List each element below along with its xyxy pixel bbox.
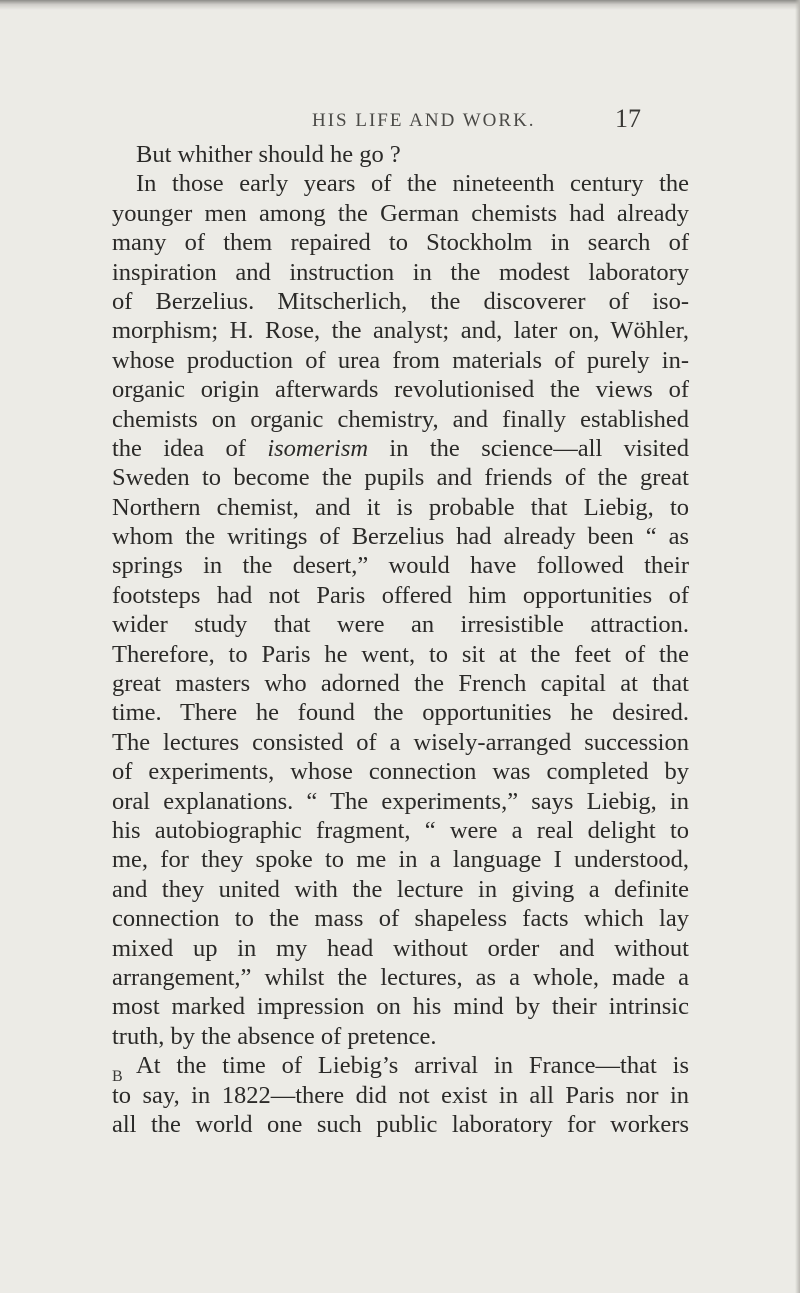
italic-term: isomerism	[267, 434, 369, 462]
running-head: HIS LIFE AND WORK.	[312, 110, 536, 131]
text-line: many of them repaired to Stockholm in search of	[112, 229, 689, 257]
page-right-edge	[795, 0, 800, 1293]
text-line: whom the writings of Berzelius had already been “ as	[112, 523, 689, 551]
text-line: Sweden to become the pupils and friends of the great	[112, 464, 689, 492]
signature-mark: B	[112, 1068, 124, 1085]
text-line: morphism; H. Rose, the analyst; and, later on, Wöhler,	[112, 317, 689, 345]
text-line: Northern chemist, and it is probable that Liebig, to	[112, 493, 689, 521]
body-text	[112, 140, 689, 1139]
text-line: whose production of urea from materials of purely in-	[112, 346, 689, 374]
text-line	[112, 434, 689, 463]
text-line: arrangement,” whilst the lectures, as a whole, made a	[112, 963, 689, 991]
text-line: his autobiographic fragment, “ were a real delight to	[112, 816, 689, 844]
text-line: younger men among the German chemists had already	[112, 199, 689, 227]
text-line: me, for they spoke to me in a language I understood,	[112, 846, 689, 874]
text-line: But whither should he go ?	[136, 141, 401, 168]
page-top-shadow	[0, 0, 800, 10]
text-line: time. There he found the opportunities he desired.	[112, 699, 689, 727]
text-line: At the time of Liebig’s arrival in France—that is	[136, 1052, 689, 1080]
text-line: springs in the desert,” would have followed their	[112, 552, 689, 580]
text-line: most marked impression on his mind by their intrinsic	[112, 993, 689, 1021]
text-line: In those early years of the nineteenth century the	[136, 170, 689, 198]
text-line: Therefore, to Paris he went, to sit at the feet of the	[112, 640, 689, 668]
text-line: wider study that were an irresistible attraction.	[112, 611, 689, 639]
text-line: of Berzelius. Mitscherlich, the discoverer of iso-	[112, 287, 689, 315]
text-line: and they united with the lecture in giving a definite	[112, 875, 689, 903]
text-line: footsteps had not Paris offered him opportunities of	[112, 581, 689, 609]
text-line: great masters who adorned the French capital at that	[112, 670, 689, 698]
text-line: mixed up in my head without order and without	[112, 934, 689, 962]
text-line: organic origin afterwards revolutionised the views of	[112, 376, 689, 404]
text-line: all the world one such public laboratory for workers	[112, 1110, 689, 1138]
page-number: 17	[615, 104, 641, 133]
text-line: connection to the mass of shapeless facts which lay	[112, 905, 689, 933]
text-line: inspiration and instruction in the modest laboratory	[112, 258, 689, 286]
text-line: to say, in 1822—there did not exist in all Paris nor in	[112, 1081, 689, 1109]
text-line: oral explanations. “ The experiments,” says Liebig, in	[112, 787, 689, 815]
text-line: of experiments, whose connection was completed by	[112, 758, 689, 786]
text-line: The lectures consisted of a wisely-arranged succession	[112, 728, 689, 756]
text-line: truth, by the absence of pretence.	[112, 1022, 437, 1050]
text-segment: in the science—all visited	[368, 434, 689, 462]
text-segment: the idea of	[112, 434, 268, 462]
text-line: chemists on organic chemistry, and finally established	[112, 405, 689, 433]
